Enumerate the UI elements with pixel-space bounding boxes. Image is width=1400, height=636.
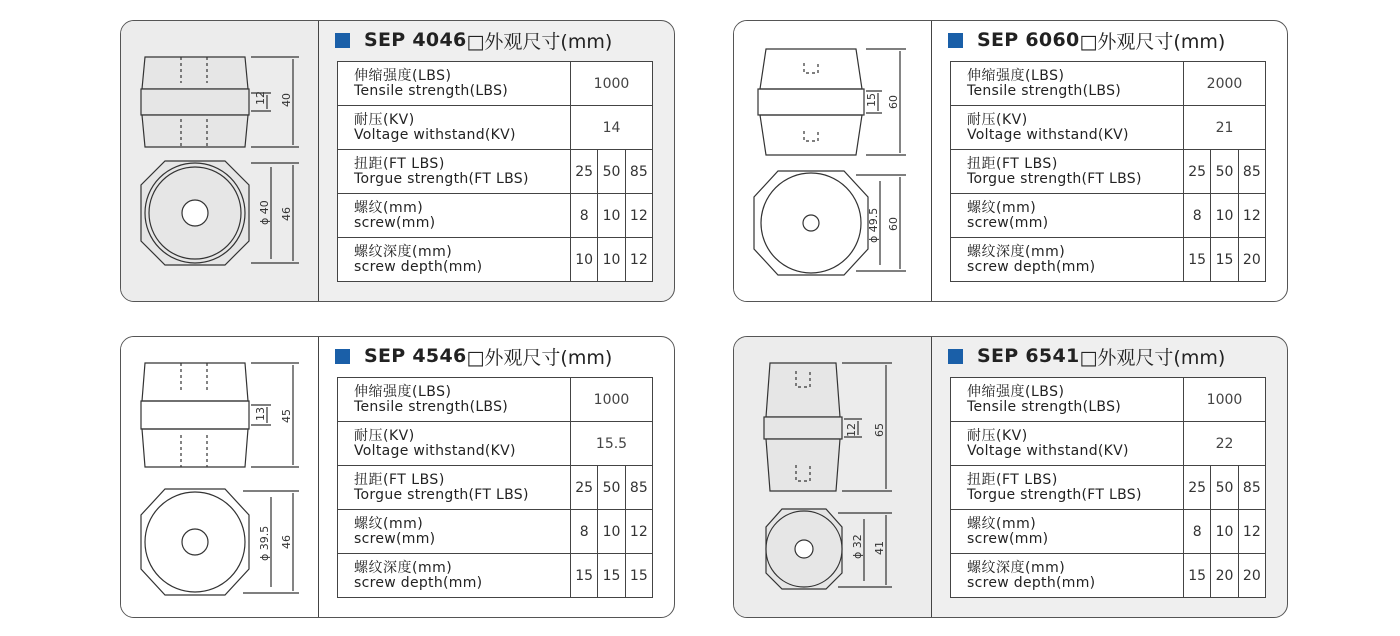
screw-value: 8 [571, 510, 598, 554]
table-row [951, 62, 1266, 106]
screw-value: 12 [1238, 510, 1265, 554]
row-label: 扭距(FT LBS) Torgue strength(FT LBS) [338, 150, 571, 194]
row-label: 耐压(KV) Voltage withstand(KV) [951, 422, 1184, 466]
table-row [338, 554, 653, 598]
dim-height: 60 [887, 95, 900, 109]
screw-value: 8 [571, 194, 598, 238]
table-row [951, 106, 1266, 150]
table-row [951, 150, 1266, 194]
insulator-drawing [121, 21, 319, 301]
depth-value: 15 [1184, 554, 1211, 598]
dim-band: 12 [254, 91, 267, 105]
model-name: SEP 6541 [977, 345, 1080, 367]
torque-value: 85 [1238, 466, 1265, 510]
row-label: 伸缩强度(LBS) Tensile strength(LBS) [951, 378, 1184, 422]
screw-value: 10 [1211, 194, 1238, 238]
title-square-icon [948, 349, 963, 364]
dim-hex: 60 [887, 217, 900, 231]
torque-value: 25 [1184, 150, 1211, 194]
table-row [338, 194, 653, 238]
title-suffix: □外观尺寸(mm) [466, 346, 613, 369]
dimension-drawing-svg [734, 337, 932, 618]
torque-value: 50 [1211, 150, 1238, 194]
table-row [951, 378, 1266, 422]
dimension-drawing-svg [121, 21, 319, 302]
row-label: 螺纹(mm) screw(mm) [338, 194, 571, 238]
torque-value: 85 [625, 150, 652, 194]
title-suffix: □外观尺寸(mm) [1079, 30, 1226, 53]
product-card-sep4046 [120, 20, 675, 302]
row-label: 扭距(FT LBS) Torgue strength(FT LBS) [951, 150, 1184, 194]
row-label: 伸缩强度(LBS) Tensile strength(LBS) [338, 378, 571, 422]
screw-value: 12 [625, 510, 652, 554]
table-row [338, 106, 653, 150]
screw-value: 8 [1184, 510, 1211, 554]
product-card-sep4546 [120, 336, 675, 618]
screw-value: 12 [625, 194, 652, 238]
product-card-sep6541 [733, 336, 1288, 618]
product-card-sep6060 [733, 20, 1288, 302]
insulator-drawing [121, 337, 319, 617]
spec-table [950, 377, 1266, 598]
dim-hex: 46 [280, 207, 293, 221]
model-name: SEP 4046 [364, 29, 467, 51]
row-label: 扭距(FT LBS) Torgue strength(FT LBS) [951, 466, 1184, 510]
table-row [338, 62, 653, 106]
row-label: 耐压(KV) Voltage withstand(KV) [338, 106, 571, 150]
title-square-icon [335, 349, 350, 364]
torque-value: 50 [598, 150, 625, 194]
table-row [951, 238, 1266, 282]
table-row [951, 194, 1266, 238]
dim-band: 12 [845, 423, 858, 437]
depth-value: 15 [1184, 238, 1211, 282]
depth-value: 15 [571, 554, 598, 598]
dim-band: 15 [865, 93, 878, 107]
depth-value: 20 [1238, 238, 1265, 282]
row-label: 螺纹深度(mm) screw depth(mm) [338, 238, 571, 282]
spec-table [337, 61, 653, 282]
row-label: 螺纹(mm) screw(mm) [951, 194, 1184, 238]
dim-diameter: ϕ 49.5 [867, 207, 880, 243]
dim-hex: 46 [280, 535, 293, 549]
dimension-drawing-svg [121, 337, 319, 618]
depth-value: 10 [571, 238, 598, 282]
title-suffix: □外观尺寸(mm) [466, 30, 613, 53]
row-label: 扭距(FT LBS) Torgue strength(FT LBS) [338, 466, 571, 510]
row-label: 螺纹(mm) screw(mm) [338, 510, 571, 554]
title-suffix: □外观尺寸(mm) [1079, 346, 1226, 369]
dimension-drawing-svg [734, 21, 932, 302]
tensile-value: 1000 [571, 62, 653, 106]
voltage-value: 14 [571, 106, 653, 150]
row-label: 耐压(KV) Voltage withstand(KV) [951, 106, 1184, 150]
depth-value: 20 [1211, 554, 1238, 598]
row-label: 螺纹深度(mm) screw depth(mm) [951, 238, 1184, 282]
torque-value: 25 [571, 150, 598, 194]
dim-band: 13 [254, 407, 267, 421]
row-label: 螺纹深度(mm) screw depth(mm) [338, 554, 571, 598]
table-row [951, 554, 1266, 598]
dim-height: 65 [873, 423, 886, 437]
card-title [335, 341, 612, 371]
torque-value: 50 [598, 466, 625, 510]
table-row [338, 238, 653, 282]
torque-value: 25 [571, 466, 598, 510]
card-title [948, 341, 1225, 371]
dim-diameter: ϕ 40 [258, 200, 271, 225]
voltage-value: 15.5 [571, 422, 653, 466]
spec-table [950, 61, 1266, 282]
dim-diameter: ϕ 39.5 [258, 525, 271, 561]
voltage-value: 22 [1184, 422, 1266, 466]
depth-value: 15 [1211, 238, 1238, 282]
title-square-icon [335, 33, 350, 48]
card-title [948, 25, 1225, 55]
torque-value: 85 [1238, 150, 1265, 194]
screw-value: 12 [1238, 194, 1265, 238]
torque-value: 50 [1211, 466, 1238, 510]
table-row [338, 378, 653, 422]
dim-diameter: ϕ 32 [851, 534, 864, 559]
table-row [338, 422, 653, 466]
depth-value: 12 [625, 238, 652, 282]
tensile-value: 2000 [1184, 62, 1266, 106]
torque-value: 25 [1184, 466, 1211, 510]
screw-value: 8 [1184, 194, 1211, 238]
row-label: 耐压(KV) Voltage withstand(KV) [338, 422, 571, 466]
voltage-value: 21 [1184, 106, 1266, 150]
dim-height: 45 [280, 409, 293, 423]
depth-value: 10 [598, 238, 625, 282]
table-row [338, 150, 653, 194]
table-row [338, 466, 653, 510]
dim-height: 40 [280, 93, 293, 107]
tensile-value: 1000 [571, 378, 653, 422]
row-label: 螺纹深度(mm) screw depth(mm) [951, 554, 1184, 598]
table-row [951, 510, 1266, 554]
table-row [338, 510, 653, 554]
torque-value: 85 [625, 466, 652, 510]
title-square-icon [948, 33, 963, 48]
row-label: 伸缩强度(LBS) Tensile strength(LBS) [338, 62, 571, 106]
row-label: 螺纹(mm) screw(mm) [951, 510, 1184, 554]
insulator-drawing [734, 337, 932, 617]
depth-value: 20 [1238, 554, 1265, 598]
table-row [951, 422, 1266, 466]
model-name: SEP 4546 [364, 345, 467, 367]
card-title [335, 25, 612, 55]
table-row [951, 466, 1266, 510]
depth-value: 15 [625, 554, 652, 598]
dim-hex: 41 [873, 541, 886, 555]
screw-value: 10 [1211, 510, 1238, 554]
spec-table [337, 377, 653, 598]
screw-value: 10 [598, 194, 625, 238]
model-name: SEP 6060 [977, 29, 1080, 51]
depth-value: 15 [598, 554, 625, 598]
insulator-drawing [734, 21, 932, 301]
row-label: 伸缩强度(LBS) Tensile strength(LBS) [951, 62, 1184, 106]
tensile-value: 1000 [1184, 378, 1266, 422]
screw-value: 10 [598, 510, 625, 554]
